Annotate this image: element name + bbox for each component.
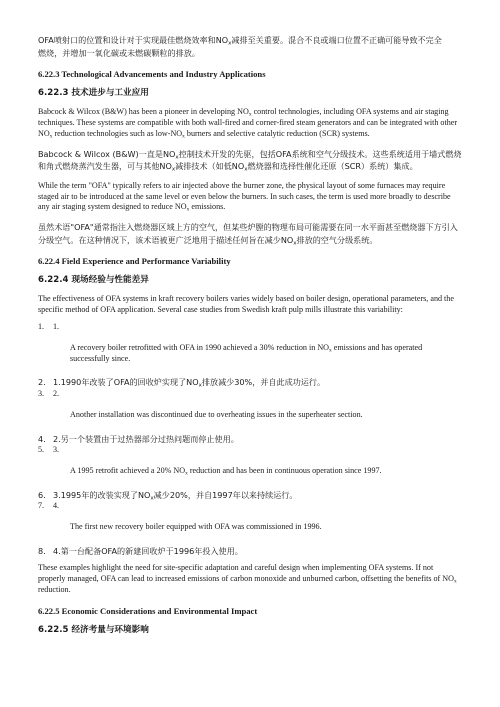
list-item-label: 2. — [53, 388, 60, 398]
paragraph-ofa-term-en: While the term "OFA" typically refers to air injected above the burner zone, the physical layout of some furnaces may require staged air to be introduced at the same level or even below the burners. In such cases, the term is used more broadly to describe any air staging system designed to reduce $NO_x$ emissions. — [38, 180, 451, 213]
list-number: 6. — [38, 489, 46, 500]
list-item-text: 1.1990年改装了OFA的回收炉实现了$NO_x$排放减少30%，并自此成功运行。 — [53, 377, 326, 389]
list-item — [38, 545, 462, 558]
list-item — [38, 445, 462, 477]
section-heading-6225-zh: 6.22.5 经济考量与环境影响 — [38, 624, 149, 635]
list-item-text: 2.另一个装置由于过热器部分过热问题而停止使用。 — [53, 433, 239, 444]
list-item-text: A 1995 retrofit achieved a 20% $NO_x$ reduction and has been in continuous operation since 1997. — [70, 465, 382, 477]
list-number: 3. — [38, 388, 45, 398]
list-item-text: The first new recovery boiler equipped with OFA was commissioned in 1996. — [70, 522, 322, 532]
paragraph-field-conclusion: These examples highlight the need for site-specific adaptation and careful design when implementing OFA systems. If not properly managed, OFA can lead to increased emissions of carbon monoxide and unburned carbon, offsetting the benefits of $NO_x$ reduction. — [38, 563, 457, 595]
list-number: 5. — [38, 445, 45, 455]
list-number: 7. — [38, 501, 45, 511]
list-item — [38, 433, 462, 446]
section-heading-6223-en: 6.22.3 Technological Advancements and Industry Applications — [38, 69, 266, 80]
paragraph-bw-zh: Babcock & Wilcox (B&W)一直是$NO_x$控制技术开发的先驱，包括OFA系统和空气分级技术。这些系统适用于墙式燃烧和角式燃烧蒸汽发生器，可与其他$NO_x$减排技术（如低$NO_x$燃烧器和选择性催化还原（SCR）系统）集成。 — [38, 148, 462, 173]
paragraph-field-intro: The effectiveness of OFA systems in kraft recovery boilers varies widely based on boiler design, operational parameters, and the specific method of OFA application. Several case studies from Swedish kraft pulp mills illustrate this variability: — [38, 294, 454, 315]
list-item — [38, 389, 462, 421]
paragraph-bw-en: Babcock & Wilcox (B&W) has been a pioneer in developing $NO_x$ control technologies, including OFA systems and air staging techniques. These systems are compatible with both wall-fired and corner-fired steam generators and can be integrated with other $NO_x$ reduction technologies such as low-$NO_x$ burners and selective catalytic reduction (SCR) systems. — [38, 107, 458, 140]
list-number: 1. — [38, 321, 45, 331]
list-item-label: 3. — [53, 445, 60, 455]
list-item-text: A recovery boiler retrofitted with OFA in 1990 achieved a 30% reduction in $NO_x$ emissions and has operated successfully since. — [70, 342, 423, 363]
section-heading-6225-en: 6.22.5 Economic Considerations and Environmental Impact — [38, 605, 258, 616]
list-number: 2. — [38, 377, 46, 388]
section-heading-6224-zh: 6.22.4 现场经验与性能差异 — [38, 275, 149, 286]
list-item — [38, 501, 462, 533]
list-item — [38, 322, 462, 364]
list-item-text: 3.1995年的改装实现了$NO_x$减少20%，并自1997年以来持续运行。 — [53, 489, 298, 502]
paragraph-ofa-term-zh: 虽然术语"OFA"通常指注入燃烧器区域上方的空气，但某些炉膛的物理布局可能需要在同一水平面甚至燃烧器下方引入分级空气。在这种情况下，该术语被更广泛地用于描述任何旨在减少$NO_x$排放的空气分级系统。 — [38, 222, 458, 247]
intro-paragraph: OFA喷射口的位置和设计对于实现最佳燃烧效率和$NO_x$减排至关重要。混合不良或端口位置不正确可能导致不完全 燃烧，并增加一氧化碳或未燃碳颗粒的排放。 — [38, 35, 442, 58]
list-number: 4. — [38, 433, 46, 444]
section-heading-6224-en: 6.22.4 Field Experience and Performance Variability — [38, 256, 231, 267]
list-item-label: 4. — [53, 501, 60, 511]
list-item — [38, 376, 462, 389]
list-item-text: 4.第一台配备OFA的新建回收炉于1996年投入使用。 — [53, 545, 243, 556]
list-number: 8. — [38, 545, 46, 556]
list-item — [38, 489, 462, 502]
list-item-label: 1. — [53, 321, 60, 331]
section-heading-6223-zh: 6.22.3 技术进步与工业应用 — [38, 88, 149, 99]
list-item-text: Another installation was discontinued due to overheating issues in the superheater section. — [70, 409, 363, 419]
